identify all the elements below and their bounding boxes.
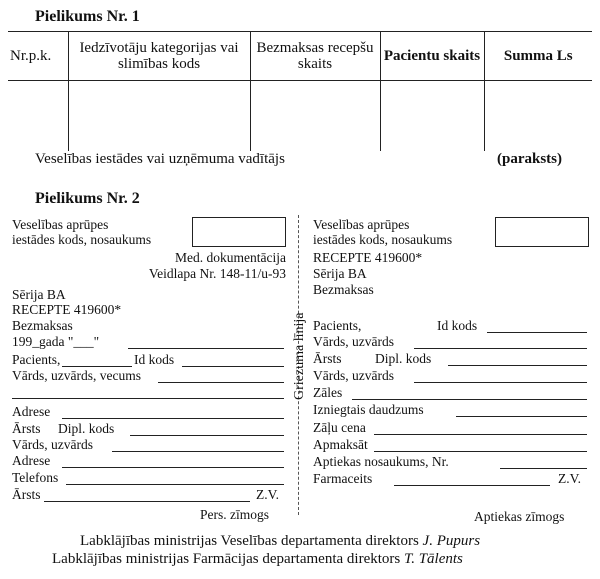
- director-health-name: J. Pupurs: [422, 533, 481, 549]
- right-org-code-field[interactable]: [495, 217, 589, 247]
- left-doctor-2: Ārsts: [12, 487, 41, 502]
- left-address-2-field[interactable]: [62, 467, 284, 468]
- right-id-code: Id kods: [437, 318, 478, 333]
- col-header-category: Iedzīvotāju kategorijas vai slimības kods: [68, 32, 250, 81]
- director-pharmacy-prefix: Labklājības ministrijas Farmācijas departamenta direktors: [52, 551, 401, 567]
- right-series: Sērija BA: [313, 266, 367, 281]
- right-pharmacy-field[interactable]: [500, 468, 587, 469]
- table-row: [8, 81, 592, 152]
- table-cell: [68, 81, 250, 152]
- left-id-code-field[interactable]: [182, 366, 284, 367]
- appendix2-title: Pielikums Nr. 2: [35, 190, 140, 207]
- left-stamp: Pers. zīmogs: [200, 507, 269, 522]
- left-form-number: Veidlapa Nr. 148-11/u-93: [148, 266, 286, 281]
- left-patient: Pacients,: [12, 352, 61, 367]
- left-org-label-1: Veselības aprūpes: [12, 217, 109, 232]
- right-name-field[interactable]: [414, 348, 587, 349]
- left-name-age-field[interactable]: [158, 382, 284, 383]
- left-address-2: Adrese: [12, 453, 51, 468]
- appendix1-table: [8, 32, 592, 151]
- director-pharmacy-name: T. Tālents: [403, 551, 463, 567]
- table-cell: [8, 81, 68, 152]
- right-pharmacist: Farmaceits: [313, 471, 373, 486]
- right-qty-field[interactable]: [456, 416, 587, 417]
- right-price-field[interactable]: [374, 434, 587, 435]
- right-qty: Izniegtais daudzums: [313, 402, 424, 417]
- col-header-free-recipes: Bezmaksas recepšu skaits: [250, 32, 380, 81]
- left-dipl-code-field[interactable]: [130, 435, 284, 436]
- right-name-2-field[interactable]: [414, 382, 587, 383]
- left-dipl-code: Dipl. kods: [58, 421, 115, 436]
- right-dipl-code-field[interactable]: [448, 365, 587, 366]
- appendix1-title: Pielikums Nr. 1: [35, 8, 140, 25]
- left-patient-field[interactable]: [62, 366, 132, 367]
- left-doctor-signature-field[interactable]: [44, 501, 250, 502]
- left-name: Vārds, uzvārds: [12, 437, 93, 452]
- cut-line-label: Griezuma līnija: [292, 312, 307, 400]
- right-paid: Apmaksāt: [313, 437, 368, 452]
- col-header-sum: Summa Ls: [484, 32, 592, 81]
- right-paid-field[interactable]: [374, 451, 587, 452]
- left-org-label-2: iestādes kods, nosaukums: [12, 232, 152, 247]
- right-id-code-field[interactable]: [487, 332, 587, 333]
- right-pharmacist-signature-field[interactable]: [394, 485, 550, 486]
- left-org-code-field[interactable]: [192, 217, 286, 247]
- right-drugs-field[interactable]: [352, 399, 587, 400]
- left-address: Adrese: [12, 404, 51, 419]
- left-id-code: Id kods: [134, 352, 175, 367]
- right-price: Zāļu cena: [313, 420, 366, 435]
- right-org-label-2: iestādes kods, nosaukums: [313, 232, 453, 247]
- col-header-nr: Nr.p.k.: [8, 32, 68, 81]
- right-doctor: Ārsts: [313, 351, 342, 366]
- director-health: [80, 533, 480, 550]
- right-free: Bezmaksas: [313, 282, 374, 297]
- signature-label: (paraksts): [497, 151, 563, 167]
- right-recipe: RECEPTE 419600*: [313, 250, 423, 265]
- right-zv: Z.V.: [558, 471, 582, 486]
- left-recipe: RECEPTE 419600*: [12, 302, 122, 317]
- left-name-field[interactable]: [112, 451, 284, 452]
- table-cell: [484, 81, 592, 152]
- head-label: Veselības iestādes vai uzņēmuma vadītājs: [35, 151, 285, 167]
- table-cell: [380, 81, 484, 152]
- right-drugs: Zāles: [313, 385, 343, 400]
- left-med-doc: Med. dokumentācija: [175, 250, 286, 265]
- table-header-row: [8, 32, 592, 81]
- director-pharmacy: [52, 551, 463, 568]
- left-address-field[interactable]: [62, 418, 284, 419]
- left-phone: Telefons: [12, 470, 59, 485]
- table-cell: [250, 81, 380, 152]
- left-date-field[interactable]: [128, 348, 284, 349]
- left-year-line: 199_gada "___": [12, 334, 100, 349]
- col-header-patients: Pacientu skaits: [380, 32, 484, 81]
- right-name-2: Vārds, uzvārds: [313, 368, 394, 383]
- left-doctor: Ārsts: [12, 421, 41, 436]
- right-dipl-code: Dipl. kods: [375, 351, 432, 366]
- left-free: Bezmaksas: [12, 318, 73, 333]
- left-series: Sērija BA: [12, 287, 66, 302]
- director-health-prefix: Labklājības ministrijas Veselības departamenta direktors: [80, 533, 419, 549]
- right-patient: Pacients,: [313, 318, 362, 333]
- right-stamp: Aptiekas zīmogs: [474, 509, 565, 524]
- right-name: Vārds, uzvārds: [313, 334, 394, 349]
- right-org-label-1: Veselības aprūpes: [313, 217, 410, 232]
- right-pharmacy: Aptiekas nosaukums, Nr.: [313, 454, 449, 469]
- left-name-age-field-2[interactable]: [12, 398, 284, 399]
- left-phone-field[interactable]: [66, 484, 284, 485]
- left-zv: Z.V.: [256, 487, 280, 502]
- left-name-age: Vārds, uzvārds, vecums: [12, 368, 141, 383]
